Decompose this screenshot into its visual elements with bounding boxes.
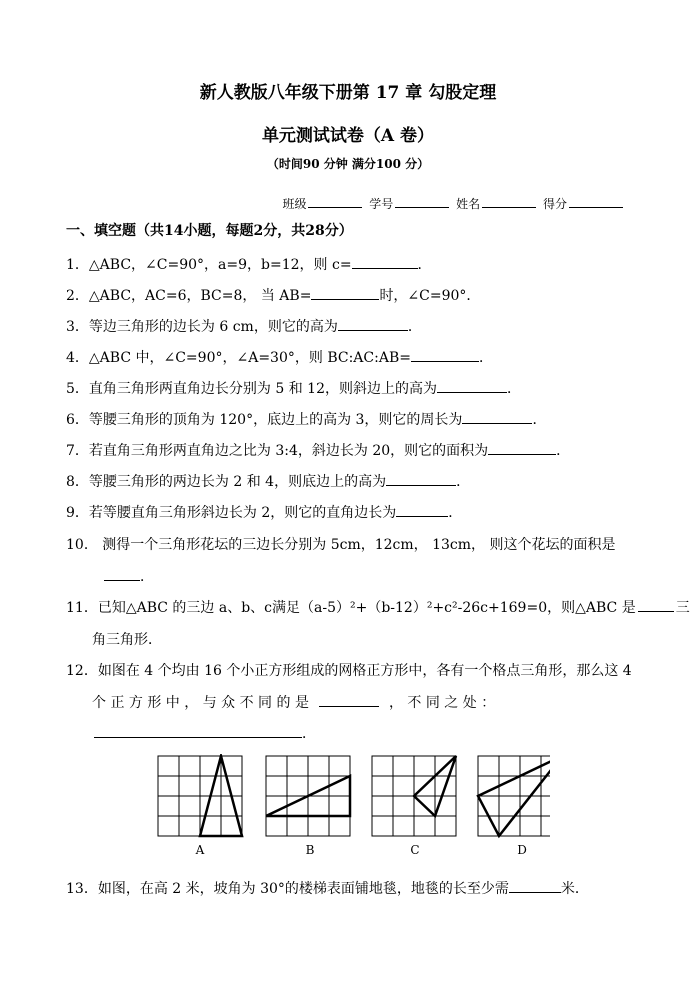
question-10-answer: ． bbox=[104, 566, 154, 586]
question-6: 6．等腰三角形的顶角为 120°，底边上的高为 3，则它的周长为 ． bbox=[66, 412, 547, 428]
section-heading: 一、填空题（共14小题，每题2分，共28分） bbox=[66, 223, 353, 239]
score-blank bbox=[569, 197, 623, 208]
answer-blank-long bbox=[130, 724, 302, 738]
answer-blank bbox=[311, 286, 379, 300]
question-4: 4．△ABC 中，∠C=90°，∠A=30°，则 BC:AC:AB= ． bbox=[66, 350, 493, 366]
figure-label-a: A bbox=[195, 843, 205, 857]
answer-blank bbox=[396, 503, 448, 517]
question-8: 8．等腰三角形的两边长为 2 和 4，则底边上的高为 ． bbox=[66, 474, 471, 490]
answer-blank bbox=[352, 255, 418, 269]
answer-blank bbox=[488, 441, 556, 455]
grid-figure-b bbox=[266, 756, 350, 836]
answer-blank bbox=[411, 348, 479, 362]
answer-blank bbox=[338, 317, 408, 331]
exam-duration-note: （时间90 分钟 满分100 分） bbox=[266, 157, 430, 171]
figure-label-b: B bbox=[305, 843, 315, 857]
name-blank bbox=[482, 197, 536, 208]
page-subtitle: 单元测试试卷（A 卷） bbox=[261, 126, 435, 146]
answer-blank bbox=[638, 598, 674, 612]
answer-blank bbox=[437, 379, 507, 393]
question-5: 5．直角三角形两直角边长分别为 5 和 12，则斜边上的高为 ． bbox=[66, 381, 521, 397]
class-blank bbox=[308, 197, 362, 208]
figure-label-c: C bbox=[410, 843, 420, 857]
question-9: 9．若等腰直角三角形斜边长为 2，则它的直角边长为 ． bbox=[66, 505, 463, 521]
grid-figure-a bbox=[158, 756, 242, 836]
question-12-line3: ． bbox=[94, 723, 316, 743]
answer-blank bbox=[104, 567, 140, 581]
answer-blank bbox=[509, 879, 561, 893]
score-label: 得分 bbox=[542, 197, 567, 211]
question-10: 10． 测得一个三角形花坛的三边长分别为 5cm，12cm， 13cm， 则这个花坛的面积是 bbox=[66, 537, 616, 553]
question-12-line2: 个 正 方 形 中 ， 与 众 不 同 的 是 ， 不 同 之 处 ： bbox=[92, 695, 496, 711]
answer-blank bbox=[319, 693, 379, 707]
grid-figure-c bbox=[372, 756, 456, 836]
question-2: 2．△ABC，AC=6，BC=8， 当 AB= 时，∠C=90°． bbox=[66, 288, 481, 304]
name-label: 姓名 bbox=[456, 197, 481, 211]
class-label: 班级 bbox=[282, 197, 307, 211]
grid-figure-d bbox=[478, 756, 550, 836]
figure-label-d: D bbox=[517, 843, 527, 857]
question-11: 11．已知△ABC 的三边 a、b、c满足（a-5）²+（b-12）²+c²-26c+169=0，则△ABC 是 三 bbox=[66, 600, 690, 616]
question-13: 13．如图，在高 2 米，坡角为 30°的楼梯表面铺地毯，地毯的长至少需 米． bbox=[66, 881, 589, 897]
answer-blank bbox=[94, 724, 130, 738]
student-info-row bbox=[282, 195, 626, 212]
grid-figures bbox=[150, 754, 550, 844]
question-1: 1．△ABC，∠C=90°，a=9，b=12，则 c= ． bbox=[66, 257, 432, 273]
question-3: 3．等边三角形的边长为 6 cm，则它的高为 ． bbox=[66, 319, 422, 335]
number-blank bbox=[395, 197, 449, 208]
answer-blank bbox=[462, 410, 532, 424]
number-label: 学号 bbox=[369, 197, 394, 211]
answer-blank bbox=[386, 472, 456, 486]
question-11-cont: 角三角形． bbox=[92, 632, 162, 648]
question-12: 12．如图在 4 个均由 16 个小正方形组成的网格正方形中，各有一个格点三角形，那么这 4 bbox=[66, 663, 632, 679]
question-7: 7．若直角三角形两直角边之比为 3:4，斜边长为 20，则它的面积为 ． bbox=[66, 443, 571, 459]
page-title: 新人教版八年级下册第 17 章 勾股定理 bbox=[199, 83, 497, 103]
